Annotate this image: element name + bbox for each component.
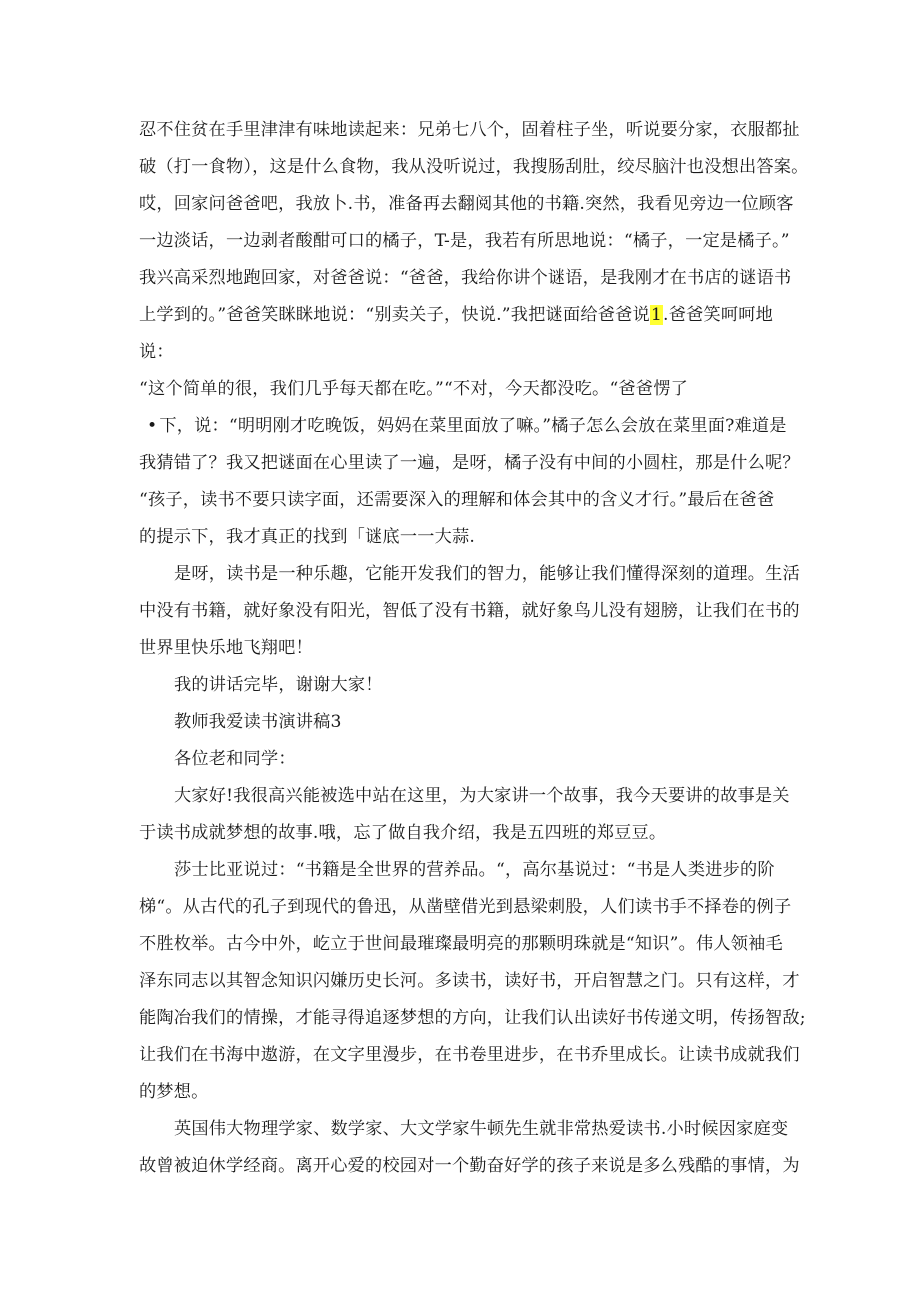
salutation-line: 各位老和同学： (174, 749, 296, 769)
paragraph-start-line: 英国伟大物理学家、数学家、大文学家牛顿先生就非常热爱读书.小时候因家庭变 (174, 1119, 789, 1139)
text-line: 不胜枚举。古今中外，屹立于世间最璀璨最明亮的那颗明珠就是“知识”。伟人领袖毛 (139, 934, 783, 954)
paragraph-start-line: 是呀，读书是一种乐趣，它能开发我们的智力，能够让我们懂得深刻的道理。生活 (174, 564, 800, 584)
paragraph-start-line: 大家好!我很高兴能被选中站在这里，为大家讲一个故事，我今天要讲的故事是关 (174, 786, 790, 806)
highlighted-text: 1 (650, 305, 663, 325)
bullet-mark: • (147, 416, 158, 436)
section-title: 教师我爱读书演讲稿3 (174, 712, 342, 732)
text-line (139, 297, 789, 334)
document-body (139, 112, 809, 1185)
text-line: 哎，回家问爸爸吧，我放卜.书，准备再去翻阅其他的书籍.突然，我看见旁边一位顾客 (139, 194, 794, 214)
text-line: 的梦想。 (139, 1082, 209, 1102)
text-line: 梯“。从古代的孔子到现代的鲁迅，从凿壁借光到悬梁刺股，人们读书手不择卷的例子 (139, 897, 792, 917)
text-segment: .爸爸笑呵呵地 (663, 305, 774, 325)
text-line: 中没有书籍，就好象没有阳光，智低了没有书籍，就好象鸟儿没有翅膀，让我们在书的 (139, 601, 800, 621)
paragraph-start-line: 我的讲话完毕，谢谢大家！ (174, 675, 383, 695)
text-line: 能陶冶我们的情操，才能寻得追逐梦想的方向，让我们认出读好书传递文明，传扬智敌; (139, 1008, 806, 1028)
text-line: 我兴高采烈地跑回家，对爸爸说：“爸爸，我给你讲个谜语，是我刚才在书店的谜语书 (139, 268, 792, 288)
text-line: 故曾被迫休学经商。离开心爱的校园对一个勤奋好学的孩子来说是多么残酷的事情，为 (139, 1156, 800, 1176)
text-line: 忍不住贫在手里津津有味地读起来：兄弟七八个，固着柱子坐，听说要分家，衣服都扯 (139, 120, 800, 140)
text-line: 世界里快乐地飞翔吧！ (139, 638, 313, 658)
text-line: “孩子，读书不要只读字面，还需要深入的理解和体会其中的含义才行。”最后在爸爸 (139, 490, 775, 510)
text-line (139, 408, 789, 445)
text-line: 一边淡话，一边剥者酸酣可口的橘子，T-是，我若有所思地说：“橘子，一定是橘子。” (139, 231, 790, 251)
text-line: 泽东同志以其智念知识闪嫌历史长河。多读书，读好书，开启智慧之门。只有这样，才 (139, 971, 800, 991)
text-line: 让我们在书海中遨游，在文字里漫步，在书卷里进步，在书乔里成长。让读书成就我们 (139, 1045, 800, 1065)
text-line: 破（打一食物），这是什么食物，我从没听说过，我搜肠刮肚，绞尽脑汁也没想出答案。 (139, 157, 809, 177)
paragraph-start-line: 莎士比亚说过：“书籍是全世界的营养品。“，高尔基说过：“书是人类进步的阶 (174, 860, 775, 880)
text-line: 于读书成就梦想的故事.哦，忘了做自我介绍，我是五四班的郑豆豆。 (139, 823, 667, 843)
text-segment: 上学到的。”爸爸笑眯眯地说：“别卖关子，快说.”我把谜面给爸爸说 (139, 305, 650, 325)
text-line: 的提示下，我才真正的找到「谜底一一大蒜. (139, 527, 476, 547)
text-line: 我猜错了？我又把谜面在心里读了一遍，是呀，橘子没有中间的小圆柱，那是什么呢？ (139, 453, 800, 473)
text-segment: 下，说：“明明刚才吃晚饭，妈妈在菜里面放了嘛。”橘子怎么会放在菜里面?难道是 (159, 416, 787, 436)
text-line: 说： (139, 342, 174, 362)
text-line: “这个简单的很，我们几乎每天都在吃。”“不对，今天都没吃。“爸爸愣了 (139, 379, 688, 399)
